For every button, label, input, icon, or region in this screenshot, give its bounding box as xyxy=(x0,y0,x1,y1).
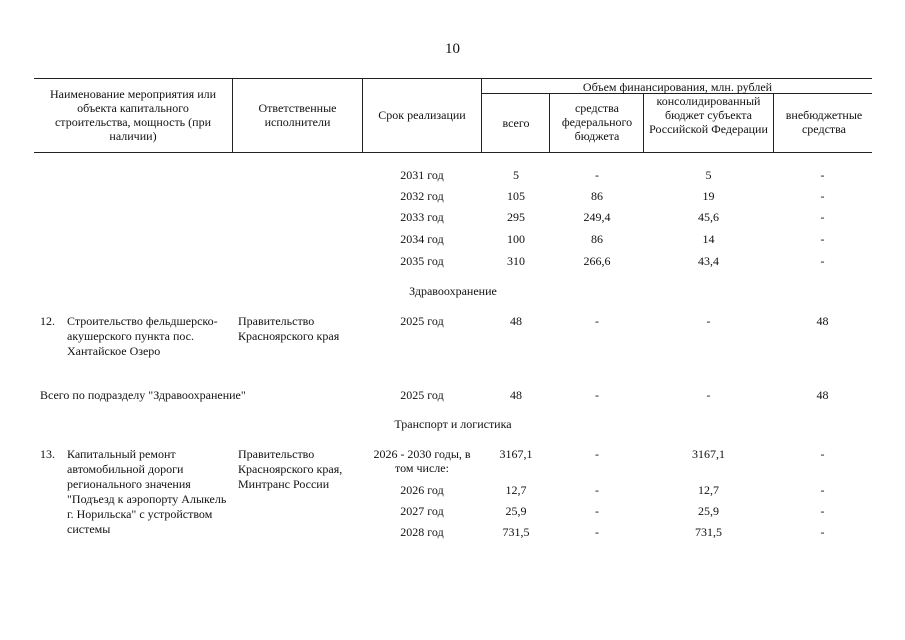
item-number: 12. xyxy=(40,314,55,328)
header-total: всего xyxy=(502,116,530,130)
section-title-health: Здравоохранение xyxy=(409,284,497,298)
item-name: Капитальный ремонт автомобильной дороги регионального значения "Подъезд к аэропорту Алыкель г. Норильска" с устройством системы xyxy=(67,447,227,536)
header-extra: внебюджетные средства xyxy=(785,108,863,136)
item-name: Строительство фельдшерско-акушерского пункта пос. Хантайское Озеро xyxy=(67,314,218,358)
header-name: Наименование мероприятия или объекта капитального строительства, мощность (при наличии) xyxy=(49,87,217,143)
page-number: 10 xyxy=(445,41,460,57)
header-executors: Ответственные исполнители xyxy=(258,101,337,129)
subtotal-label: Всего по подразделу "Здравоохранение" xyxy=(40,388,246,402)
header-regional: консолидированный бюджет субъекта Российской Федерации xyxy=(649,94,768,136)
header-federal: средства федерального бюджета xyxy=(561,101,633,143)
header-period: Срок реализации xyxy=(378,108,466,122)
header-financing: Объем финансирования, млн. рублей xyxy=(582,80,773,94)
item-number: 13. xyxy=(40,447,55,461)
item-executors: Правительство Красноярского края xyxy=(238,314,340,343)
item-executors: Правительство Красноярского края, Минтранс России xyxy=(238,447,343,491)
section-title-transport: Транспорт и логистика xyxy=(394,417,512,431)
